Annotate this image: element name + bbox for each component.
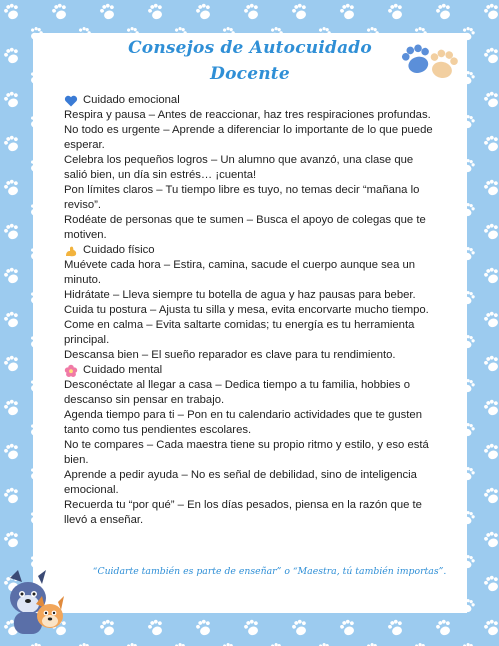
tips-card [33,33,467,613]
cartoon-dogs-illustration [6,568,68,638]
section-mental-heading [64,363,436,378]
tip-item: Pon límites claros – Tu tiempo libre es tuyo, no temas decir “mañana lo reviso”. [64,184,420,211]
flexed-arm-icon [64,244,78,258]
tip-item: Hidrátate – Lleva siempre tu botella de agua y haz pausas para beber. [64,289,416,301]
tip-item: Come en calma – Evita saltarte comidas; tu energía es tu herramienta principal. [64,319,415,346]
page-subtitle: Docente [210,64,290,84]
pink-flower-icon [64,364,78,378]
tip-item: Agenda tiempo para ti – Pon en tu calendario actividades que te gusten tanto como tus pendientes escolares. [64,409,422,436]
section-heading: Cuidado mental [83,364,163,376]
paw-prints-icon [395,35,467,85]
section-heading: Cuidado emocional [83,94,180,106]
tip-item: No todo es urgente – Aprende a diferenciar lo importante de lo que puede esperar. [64,124,433,151]
blue-heart-icon [64,94,78,108]
footer-quote: “Cuidarte también es parte de enseñar” o “Maestra, tú también importas”. [92,566,447,577]
page-title: Consejos de Autocuidado [128,38,372,58]
tip-item: Celebra los pequeños logros – Un alumno que avanzó, una clase que salió bien, un día sin estrés… ¡cuenta! [64,154,414,181]
tip-item: Respira y pausa – Antes de reaccionar, haz tres respiraciones profundas. [64,109,431,121]
tip-item: Muévete cada hora – Estira, camina, sacude el cuerpo aunque sea un minuto. [64,259,416,286]
tip-item: Desconéctate al llegar a casa – Dedica tiempo a tu familia, hobbies o descanso sin pensar en trabajo. [64,379,411,406]
section-heading: Cuidado físico [83,244,155,256]
tip-item: Rodéate de personas que te sumen – Busca el apoyo de colegas que te motiven. [64,214,426,241]
tip-item: Descansa bien – El sueño reparador es clave para tu rendimiento. [64,349,396,361]
tip-item: Recuerda tu “por qué” – En los días pesados, piensa en la razón que te llevó a enseñar. [64,499,422,526]
tip-item: Aprende a pedir ayuda – No es señal de debilidad, sino de inteligencia emocional. [64,469,417,496]
tips-content [64,93,436,528]
tip-item: No te compares – Cada maestra tiene su propio ritmo y estilo, y eso está bien. [64,439,429,466]
tip-item: Cuida tu postura – Ajusta tu silla y mesa, evita encorvarte mucho tiempo. [64,304,429,316]
section-physical-heading [64,243,436,258]
section-emotional-heading [64,93,436,108]
